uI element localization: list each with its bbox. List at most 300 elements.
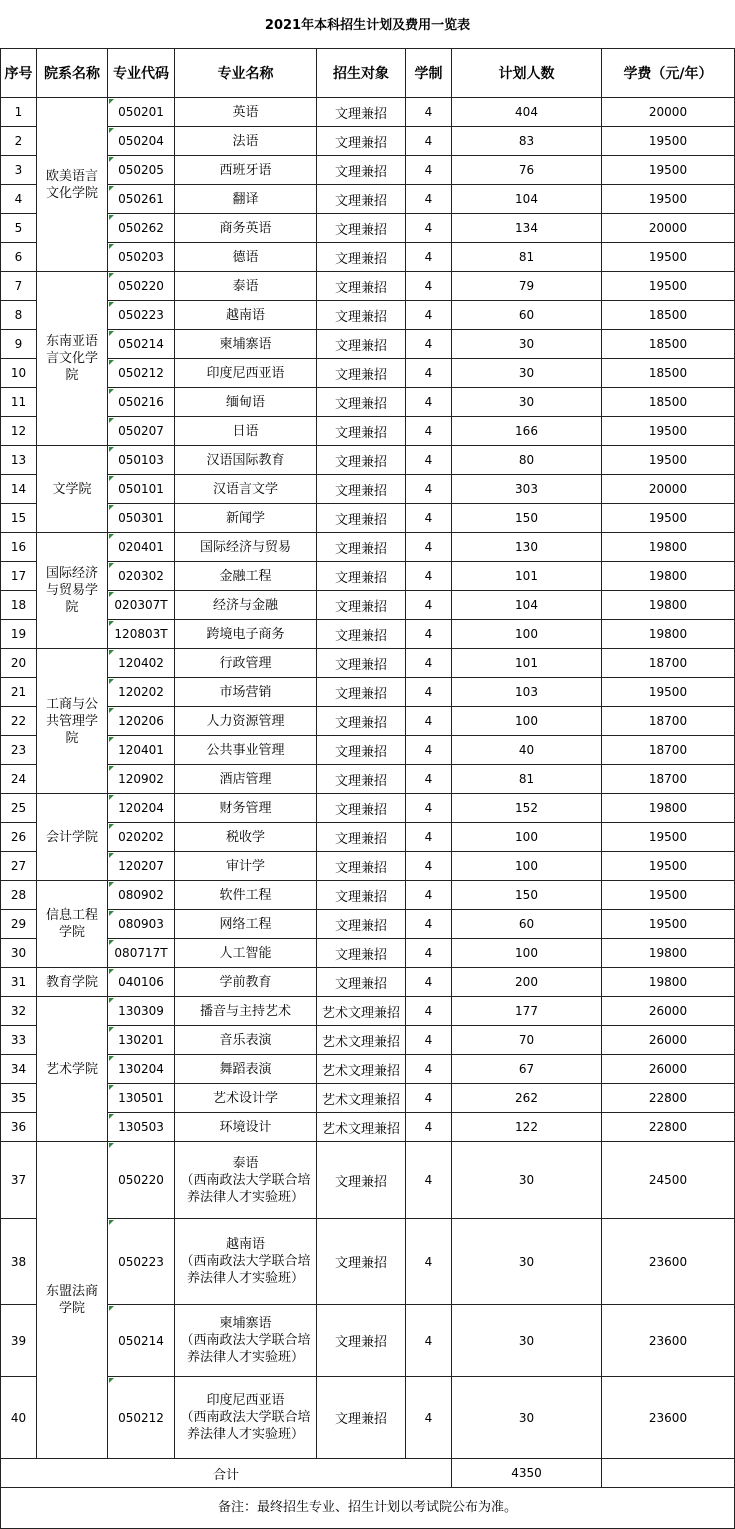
major-code: 050214 <box>108 330 175 359</box>
table-row <box>1 736 735 765</box>
table-row <box>1 794 735 823</box>
total-fee-empty <box>602 1459 735 1488</box>
major-code: 050201 <box>108 98 175 127</box>
study-years: 4 <box>406 98 452 127</box>
table-row <box>1 533 735 562</box>
tuition-fee: 19500 <box>602 881 735 910</box>
row-index: 23 <box>1 736 37 765</box>
tuition-fee: 19500 <box>602 156 735 185</box>
tuition-fee: 19800 <box>602 562 735 591</box>
tuition-fee: 19800 <box>602 794 735 823</box>
tuition-fee: 19500 <box>602 185 735 214</box>
major-name: 印度尼西亚语 （西南政法大学联合培养法律人才实验班） <box>175 1377 317 1459</box>
row-index: 3 <box>1 156 37 185</box>
enroll-target: 文理兼招 <box>317 881 406 910</box>
department-name: 会计学院 <box>37 794 108 881</box>
enroll-target: 文理兼招 <box>317 1377 406 1459</box>
major-name: 音乐表演 <box>175 1026 317 1055</box>
major-name: 财务管理 <box>175 794 317 823</box>
total-label: 合计 <box>1 1459 452 1488</box>
major-name: 商务英语 <box>175 214 317 243</box>
major-code: 120202 <box>108 678 175 707</box>
enroll-target: 文理兼招 <box>317 127 406 156</box>
plan-quota: 30 <box>452 1219 602 1305</box>
table-row <box>1 388 735 417</box>
major-code: 050212 <box>108 359 175 388</box>
tuition-fee: 18500 <box>602 301 735 330</box>
total-quota: 4350 <box>452 1459 602 1488</box>
table-row <box>1 446 735 475</box>
enroll-target: 文理兼招 <box>317 214 406 243</box>
study-years: 4 <box>406 301 452 330</box>
row-index: 4 <box>1 185 37 214</box>
plan-quota: 150 <box>452 504 602 533</box>
major-code: 130503 <box>108 1113 175 1142</box>
enroll-target: 文理兼招 <box>317 852 406 881</box>
enroll-target: 艺术文理兼招 <box>317 997 406 1026</box>
study-years: 4 <box>406 417 452 446</box>
row-index: 1 <box>1 98 37 127</box>
enroll-target: 文理兼招 <box>317 98 406 127</box>
header-major-code: 专业代码 <box>108 49 175 98</box>
major-code: 130204 <box>108 1055 175 1084</box>
enroll-target: 文理兼招 <box>317 475 406 504</box>
plan-quota: 30 <box>452 388 602 417</box>
table-row <box>1 359 735 388</box>
table-row <box>1 417 735 446</box>
row-index: 6 <box>1 243 37 272</box>
enroll-target: 文理兼招 <box>317 533 406 562</box>
table-row <box>1 475 735 504</box>
study-years: 4 <box>406 649 452 678</box>
plan-quota: 70 <box>452 1026 602 1055</box>
row-index: 20 <box>1 649 37 678</box>
major-name: 日语 <box>175 417 317 446</box>
study-years: 4 <box>406 330 452 359</box>
header-major-name: 专业名称 <box>175 49 317 98</box>
row-index: 8 <box>1 301 37 330</box>
major-name: 学前教育 <box>175 968 317 997</box>
department-name: 文学院 <box>37 446 108 533</box>
tuition-fee: 19800 <box>602 533 735 562</box>
plan-quota: 67 <box>452 1055 602 1084</box>
study-years: 4 <box>406 939 452 968</box>
major-code: 120402 <box>108 649 175 678</box>
table-row <box>1 707 735 736</box>
study-years: 4 <box>406 1026 452 1055</box>
row-index: 13 <box>1 446 37 475</box>
table-row <box>1 1142 735 1219</box>
department-name: 艺术学院 <box>37 997 108 1142</box>
enroll-target: 文理兼招 <box>317 620 406 649</box>
plan-quota: 80 <box>452 446 602 475</box>
tuition-fee: 19500 <box>602 272 735 301</box>
row-index: 15 <box>1 504 37 533</box>
note-row <box>1 1488 735 1529</box>
major-code: 020202 <box>108 823 175 852</box>
major-name: 汉语言文学 <box>175 475 317 504</box>
plan-quota: 177 <box>452 997 602 1026</box>
plan-quota: 40 <box>452 736 602 765</box>
row-index: 33 <box>1 1026 37 1055</box>
table-row <box>1 156 735 185</box>
major-name: 新闻学 <box>175 504 317 533</box>
study-years: 4 <box>406 243 452 272</box>
major-name: 越南语 <box>175 301 317 330</box>
major-code: 050223 <box>108 301 175 330</box>
plan-quota: 130 <box>452 533 602 562</box>
enroll-target: 文理兼招 <box>317 272 406 301</box>
table-row <box>1 562 735 591</box>
major-name: 人工智能 <box>175 939 317 968</box>
table-body <box>1 98 735 1459</box>
plan-quota: 404 <box>452 98 602 127</box>
enroll-target: 文理兼招 <box>317 1142 406 1219</box>
plan-quota: 30 <box>452 1305 602 1377</box>
enroll-target: 文理兼招 <box>317 562 406 591</box>
enroll-target: 文理兼招 <box>317 330 406 359</box>
major-name: 泰语 （西南政法大学联合培养法律人才实验班） <box>175 1142 317 1219</box>
major-name: 国际经济与贸易 <box>175 533 317 562</box>
department-name: 信息工程学院 <box>37 881 108 968</box>
plan-quota: 104 <box>452 591 602 620</box>
enroll-target: 文理兼招 <box>317 156 406 185</box>
major-name: 人力资源管理 <box>175 707 317 736</box>
enroll-target: 文理兼招 <box>317 910 406 939</box>
study-years: 4 <box>406 736 452 765</box>
header-row <box>1 49 735 98</box>
major-name: 市场营销 <box>175 678 317 707</box>
table-row <box>1 301 735 330</box>
row-index: 26 <box>1 823 37 852</box>
plan-quota: 79 <box>452 272 602 301</box>
tuition-fee: 23600 <box>602 1305 735 1377</box>
study-years: 4 <box>406 127 452 156</box>
tuition-fee: 19800 <box>602 939 735 968</box>
major-code: 050301 <box>108 504 175 533</box>
tuition-fee: 19800 <box>602 620 735 649</box>
table-row <box>1 852 735 881</box>
major-code: 050262 <box>108 214 175 243</box>
enroll-target: 文理兼招 <box>317 939 406 968</box>
major-code: 120204 <box>108 794 175 823</box>
major-name: 英语 <box>175 98 317 127</box>
plan-quota: 100 <box>452 823 602 852</box>
row-index: 36 <box>1 1113 37 1142</box>
tuition-fee: 18700 <box>602 649 735 678</box>
row-index: 10 <box>1 359 37 388</box>
plan-quota: 100 <box>452 707 602 736</box>
major-name: 印度尼西亚语 <box>175 359 317 388</box>
row-index: 16 <box>1 533 37 562</box>
enroll-target: 文理兼招 <box>317 678 406 707</box>
row-index: 40 <box>1 1377 37 1459</box>
study-years: 4 <box>406 272 452 301</box>
row-index: 38 <box>1 1219 37 1305</box>
major-name: 泰语 <box>175 272 317 301</box>
major-name: 法语 <box>175 127 317 156</box>
department-name: 教育学院 <box>37 968 108 997</box>
major-code: 050220 <box>108 1142 175 1219</box>
enroll-target: 文理兼招 <box>317 359 406 388</box>
table-row <box>1 997 735 1026</box>
row-index: 25 <box>1 794 37 823</box>
plan-quota: 103 <box>452 678 602 707</box>
major-code: 080902 <box>108 881 175 910</box>
tuition-fee: 19500 <box>602 678 735 707</box>
table-row <box>1 504 735 533</box>
study-years: 4 <box>406 359 452 388</box>
major-code: 050205 <box>108 156 175 185</box>
plan-quota: 30 <box>452 1377 602 1459</box>
table-row <box>1 1026 735 1055</box>
study-years: 4 <box>406 1055 452 1084</box>
major-name: 柬埔寨语 <box>175 330 317 359</box>
table-row <box>1 272 735 301</box>
enrollment-plan-table <box>0 48 735 1529</box>
tuition-fee: 22800 <box>602 1113 735 1142</box>
plan-quota: 30 <box>452 1142 602 1219</box>
major-name: 跨境电子商务 <box>175 620 317 649</box>
enroll-target: 文理兼招 <box>317 707 406 736</box>
table-row <box>1 1055 735 1084</box>
study-years: 4 <box>406 591 452 620</box>
major-name: 汉语国际教育 <box>175 446 317 475</box>
plan-quota: 200 <box>452 968 602 997</box>
row-index: 35 <box>1 1084 37 1113</box>
study-years: 4 <box>406 1377 452 1459</box>
row-index: 27 <box>1 852 37 881</box>
tuition-fee: 23600 <box>602 1377 735 1459</box>
major-name: 酒店管理 <box>175 765 317 794</box>
row-index: 2 <box>1 127 37 156</box>
major-code: 120803T <box>108 620 175 649</box>
major-code: 050214 <box>108 1305 175 1377</box>
major-name: 越南语 （西南政法大学联合培养法律人才实验班） <box>175 1219 317 1305</box>
tuition-fee: 19800 <box>602 968 735 997</box>
plan-quota: 150 <box>452 881 602 910</box>
department-name: 东南亚语言文化学院 <box>37 272 108 446</box>
tuition-fee: 19500 <box>602 446 735 475</box>
enroll-target: 文理兼招 <box>317 794 406 823</box>
table-row <box>1 1084 735 1113</box>
plan-quota: 166 <box>452 417 602 446</box>
tuition-fee: 18700 <box>602 765 735 794</box>
plan-quota: 100 <box>452 939 602 968</box>
major-code: 130201 <box>108 1026 175 1055</box>
enroll-target: 文理兼招 <box>317 591 406 620</box>
plan-quota: 81 <box>452 243 602 272</box>
table-row <box>1 678 735 707</box>
study-years: 4 <box>406 794 452 823</box>
major-code: 020307T <box>108 591 175 620</box>
enroll-target: 文理兼招 <box>317 504 406 533</box>
row-index: 37 <box>1 1142 37 1219</box>
table-row <box>1 98 735 127</box>
major-code: 050220 <box>108 272 175 301</box>
enroll-target: 文理兼招 <box>317 446 406 475</box>
major-name: 舞蹈表演 <box>175 1055 317 1084</box>
major-name: 缅甸语 <box>175 388 317 417</box>
tuition-fee: 23600 <box>602 1219 735 1305</box>
study-years: 4 <box>406 968 452 997</box>
table-row <box>1 1219 735 1305</box>
study-years: 4 <box>406 562 452 591</box>
major-name: 行政管理 <box>175 649 317 678</box>
plan-quota: 303 <box>452 475 602 504</box>
major-code: 130501 <box>108 1084 175 1113</box>
enroll-target: 文理兼招 <box>317 417 406 446</box>
department-name: 国际经济与贸易学院 <box>37 533 108 649</box>
major-code: 050207 <box>108 417 175 446</box>
header-department: 院系名称 <box>37 49 108 98</box>
total-row <box>1 1459 735 1488</box>
study-years: 4 <box>406 1305 452 1377</box>
row-index: 34 <box>1 1055 37 1084</box>
major-code: 040106 <box>108 968 175 997</box>
study-years: 4 <box>406 475 452 504</box>
row-index: 31 <box>1 968 37 997</box>
row-index: 28 <box>1 881 37 910</box>
table-row <box>1 243 735 272</box>
study-years: 4 <box>406 678 452 707</box>
study-years: 4 <box>406 504 452 533</box>
table-row <box>1 1305 735 1377</box>
major-name: 环境设计 <box>175 1113 317 1142</box>
row-index: 32 <box>1 997 37 1026</box>
enroll-target: 文理兼招 <box>317 243 406 272</box>
table-row <box>1 127 735 156</box>
major-name: 柬埔寨语 （西南政法大学联合培养法律人才实验班） <box>175 1305 317 1377</box>
major-name: 西班牙语 <box>175 156 317 185</box>
major-code: 020401 <box>108 533 175 562</box>
plan-quota: 30 <box>452 359 602 388</box>
plan-quota: 152 <box>452 794 602 823</box>
major-code: 050212 <box>108 1377 175 1459</box>
row-index: 24 <box>1 765 37 794</box>
major-code: 050101 <box>108 475 175 504</box>
enroll-target: 艺术文理兼招 <box>317 1055 406 1084</box>
enroll-target: 文理兼招 <box>317 968 406 997</box>
header-quota: 计划人数 <box>452 49 602 98</box>
tuition-fee: 19500 <box>602 417 735 446</box>
plan-quota: 134 <box>452 214 602 243</box>
tuition-fee: 18700 <box>602 707 735 736</box>
major-name: 税收学 <box>175 823 317 852</box>
row-index: 39 <box>1 1305 37 1377</box>
enroll-target: 文理兼招 <box>317 765 406 794</box>
department-name: 东盟法商学院 <box>37 1142 108 1459</box>
major-code: 050103 <box>108 446 175 475</box>
plan-quota: 104 <box>452 185 602 214</box>
major-name: 艺术设计学 <box>175 1084 317 1113</box>
major-code: 120401 <box>108 736 175 765</box>
major-code: 120206 <box>108 707 175 736</box>
tuition-fee: 18500 <box>602 388 735 417</box>
study-years: 4 <box>406 881 452 910</box>
table-row <box>1 620 735 649</box>
study-years: 4 <box>406 446 452 475</box>
row-index: 11 <box>1 388 37 417</box>
tuition-fee: 19500 <box>602 243 735 272</box>
row-index: 18 <box>1 591 37 620</box>
tuition-fee: 22800 <box>602 1084 735 1113</box>
plan-quota: 76 <box>452 156 602 185</box>
study-years: 4 <box>406 1084 452 1113</box>
study-years: 4 <box>406 707 452 736</box>
tuition-fee: 24500 <box>602 1142 735 1219</box>
major-name: 翻译 <box>175 185 317 214</box>
major-code: 050261 <box>108 185 175 214</box>
enroll-target: 文理兼招 <box>317 823 406 852</box>
major-code: 050204 <box>108 127 175 156</box>
table-title: 2021年本科招生计划及费用一览表 <box>264 18 471 33</box>
plan-quota: 30 <box>452 330 602 359</box>
major-name: 播音与主持艺术 <box>175 997 317 1026</box>
plan-quota: 60 <box>452 301 602 330</box>
study-years: 4 <box>406 997 452 1026</box>
tuition-fee: 19500 <box>602 127 735 156</box>
major-name: 网络工程 <box>175 910 317 939</box>
major-code: 080717T <box>108 939 175 968</box>
study-years: 4 <box>406 388 452 417</box>
study-years: 4 <box>406 1219 452 1305</box>
tuition-fee: 19500 <box>602 823 735 852</box>
major-code: 130309 <box>108 997 175 1026</box>
study-years: 4 <box>406 852 452 881</box>
table-row <box>1 649 735 678</box>
study-years: 4 <box>406 214 452 243</box>
tuition-fee: 20000 <box>602 98 735 127</box>
row-index: 7 <box>1 272 37 301</box>
tuition-fee: 26000 <box>602 997 735 1026</box>
major-name: 软件工程 <box>175 881 317 910</box>
major-code: 050203 <box>108 243 175 272</box>
enroll-target: 文理兼招 <box>317 649 406 678</box>
tuition-fee: 20000 <box>602 475 735 504</box>
plan-quota: 122 <box>452 1113 602 1142</box>
tuition-fee: 19500 <box>602 910 735 939</box>
enroll-target: 文理兼招 <box>317 736 406 765</box>
tuition-fee: 18700 <box>602 736 735 765</box>
row-index: 22 <box>1 707 37 736</box>
header-index: 序号 <box>1 49 37 98</box>
enroll-target: 艺术文理兼招 <box>317 1026 406 1055</box>
plan-quota: 81 <box>452 765 602 794</box>
study-years: 4 <box>406 185 452 214</box>
tuition-fee: 18500 <box>602 330 735 359</box>
study-years: 4 <box>406 620 452 649</box>
header-target: 招生对象 <box>317 49 406 98</box>
major-code: 020302 <box>108 562 175 591</box>
tuition-fee: 26000 <box>602 1026 735 1055</box>
table-row <box>1 591 735 620</box>
study-years: 4 <box>406 765 452 794</box>
table-row <box>1 185 735 214</box>
tuition-fee: 18500 <box>602 359 735 388</box>
major-code: 120207 <box>108 852 175 881</box>
tuition-fee: 19800 <box>602 591 735 620</box>
enroll-target: 文理兼招 <box>317 1219 406 1305</box>
tuition-fee: 19500 <box>602 852 735 881</box>
table-row <box>1 910 735 939</box>
row-index: 30 <box>1 939 37 968</box>
enroll-target: 文理兼招 <box>317 301 406 330</box>
plan-quota: 100 <box>452 852 602 881</box>
table-row <box>1 765 735 794</box>
table-row <box>1 1377 735 1459</box>
table-row <box>1 330 735 359</box>
